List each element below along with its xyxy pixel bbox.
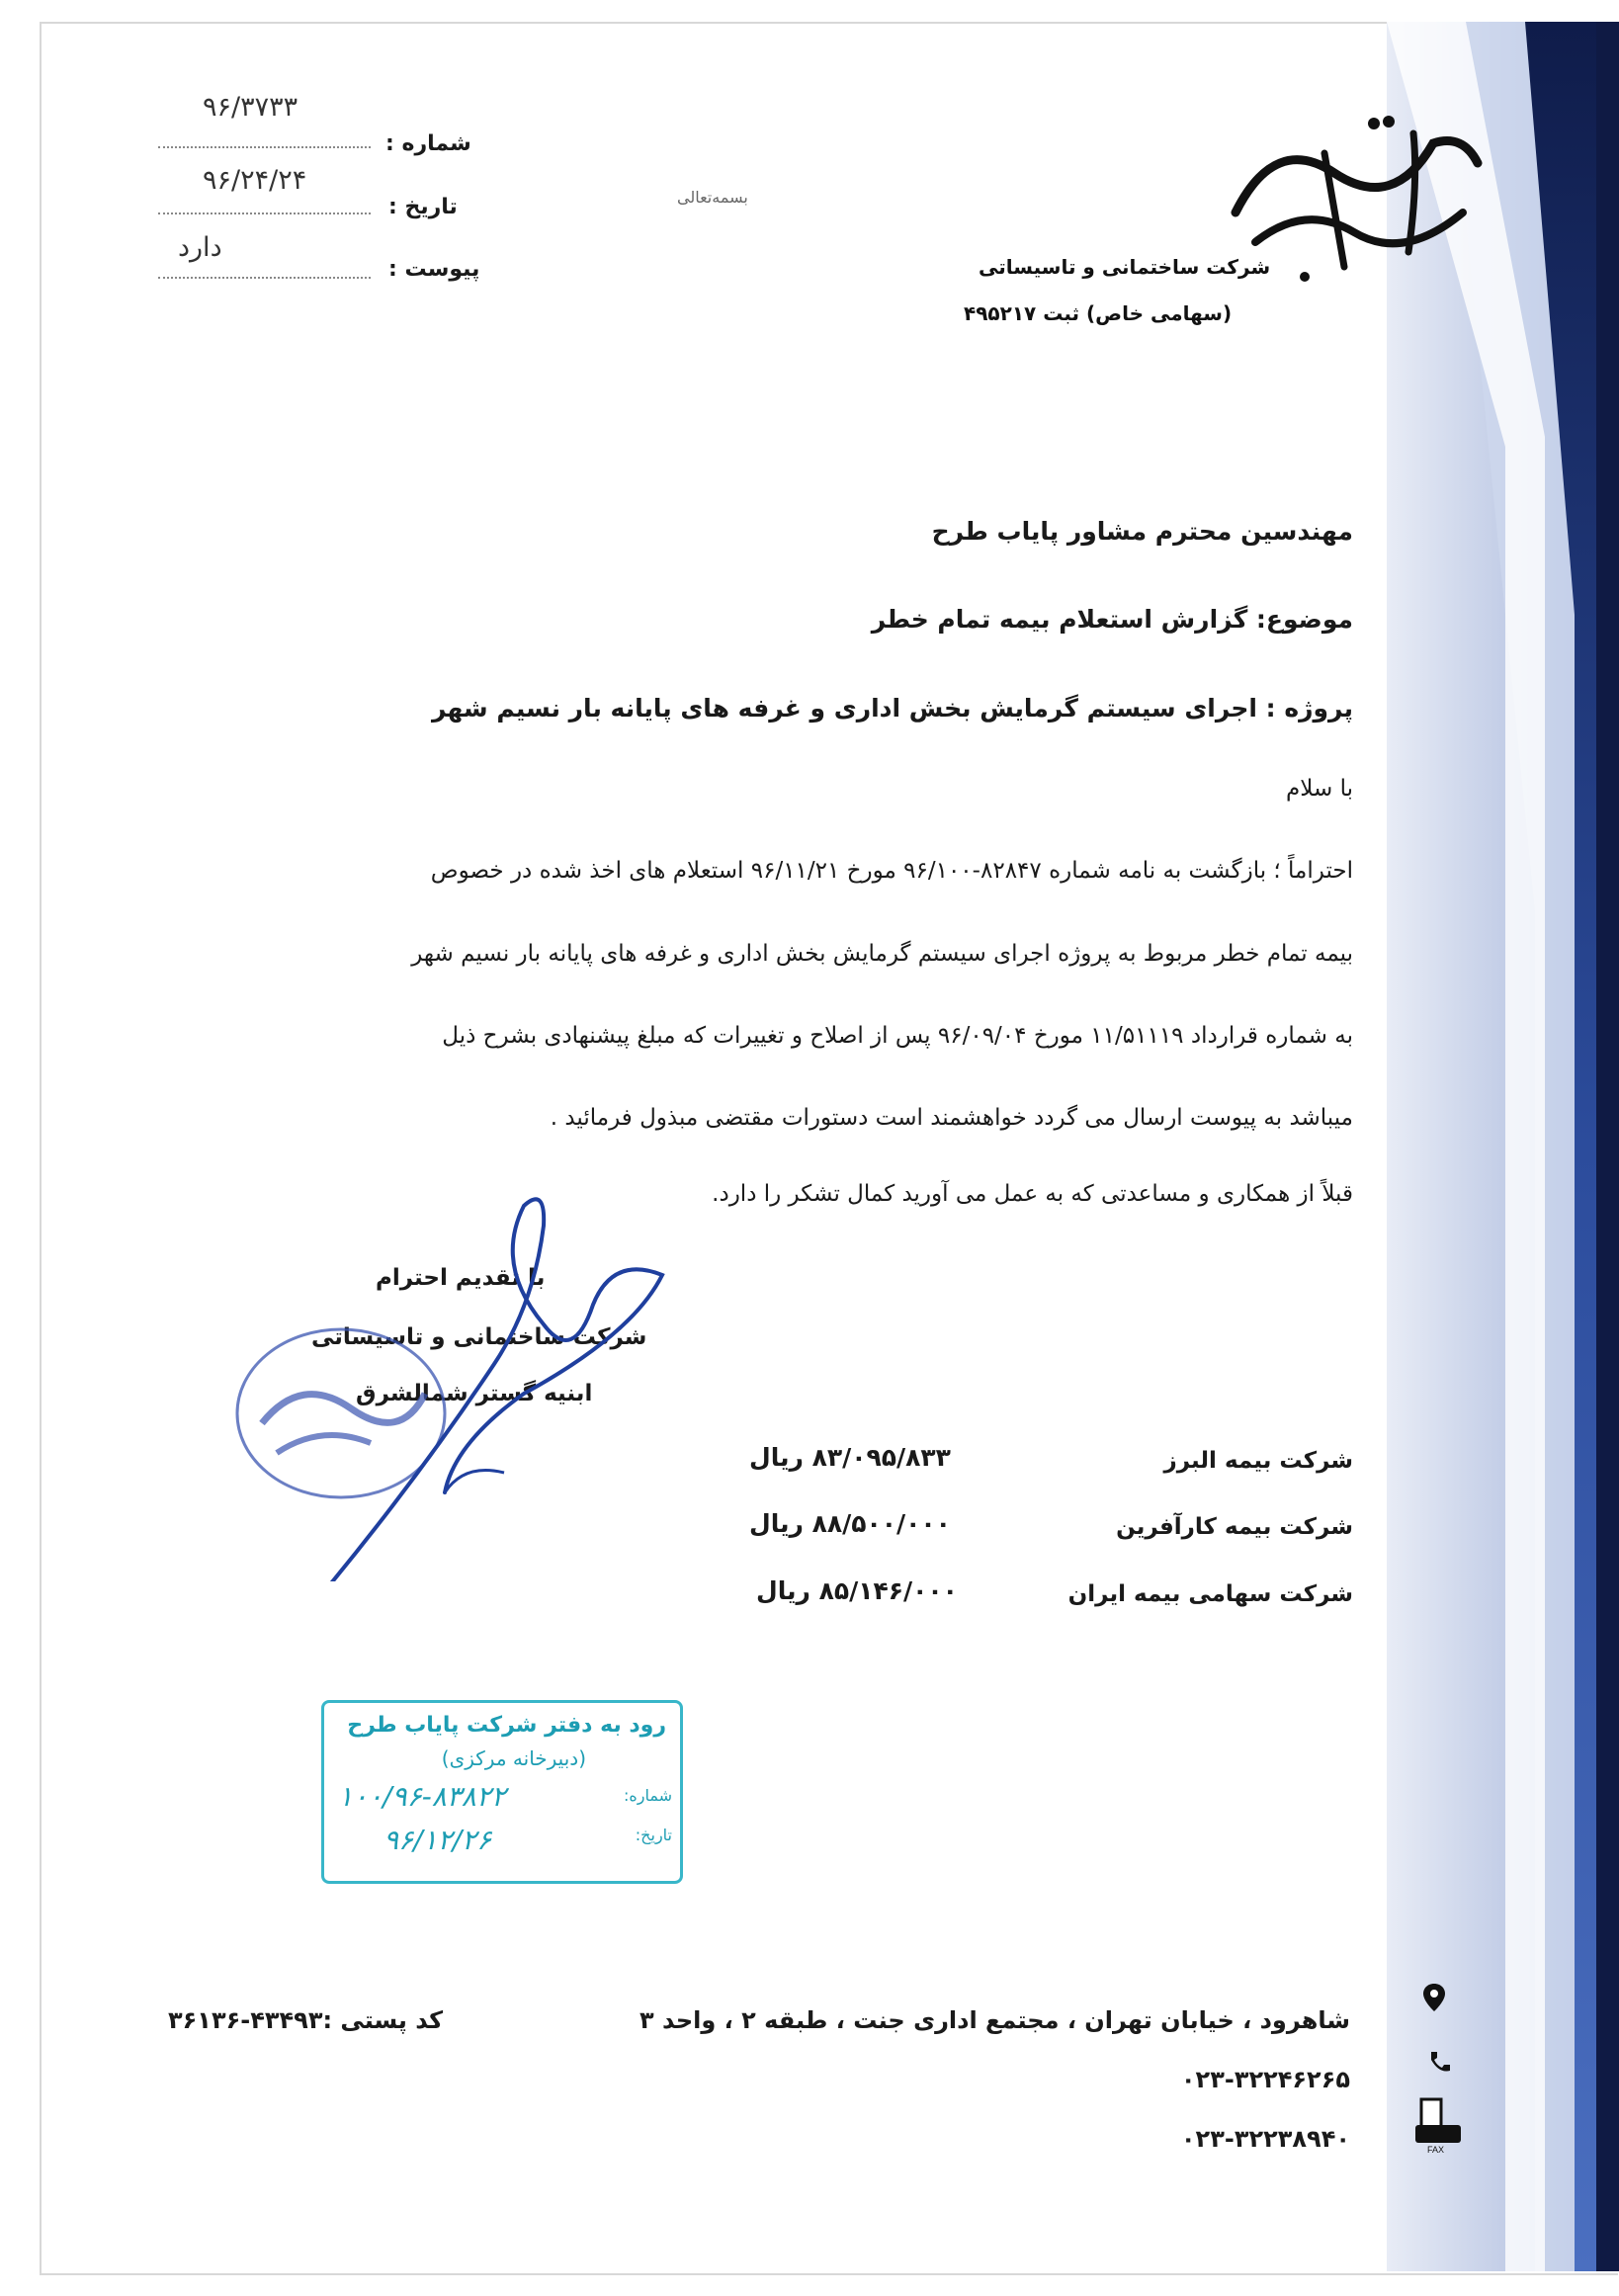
signature-company-type: شرکت ساختمانی و تاسیساتی <box>311 1324 647 1350</box>
attachment-underline <box>158 277 371 279</box>
fax-icon <box>1413 2095 1463 2155</box>
bismillah: بسمه‌تعالی <box>677 188 748 207</box>
company-description: شرکت ساختمانی و تاسیساتی <box>979 255 1271 279</box>
page-frame <box>40 22 1618 2275</box>
signature-greeting: با تقدیم احترام <box>376 1265 546 1291</box>
location-pin-icon <box>1418 1982 1450 2013</box>
company-registration: (سهامی خاص) ثبت ۴۹۵۲۱۷ <box>964 301 1233 325</box>
phone-icon <box>1423 2046 1455 2078</box>
quote-company: شرکت بیمه کارآفرین <box>1116 1514 1353 1540</box>
quote-company: شرکت سهامی بیمه ایران <box>1067 1581 1353 1607</box>
handwritten-signature <box>297 1166 692 1581</box>
letter-body-line: احتراماً ؛ بازگشت به نامه شماره ۸۲۸۴۷-۹۶/۱۰۰ مورخ ۹۶/۱۱/۲۱ استعلام های اخذ شده در خصوص <box>430 858 1353 884</box>
letter-date-value: ۹۶/۲۴/۲۴ <box>203 165 307 196</box>
stamp-date-value: ۹۶/۱۲/۲۶ <box>383 1824 492 1856</box>
footer-phone: ۰۲۳-۳۲۲۴۶۲۶۵ <box>1180 2066 1350 2093</box>
letter-subject: موضوع: گزارش استعلام بیمه تمام خطر <box>871 605 1353 634</box>
letter-project: پروژه : اجرای سیستم گرمایش بخش اداری و غرفه های پایانه بار نسیم شهر <box>431 694 1353 723</box>
letter-body-line: میباشد به پیوست ارسال می گردد خواهشمند است دستورات مقتضی مبذول فرمائید . <box>550 1105 1353 1131</box>
decorative-side-band <box>1387 22 1619 2271</box>
letter-closing: قبلاً از همکاری و مساعدتی که به عمل می آورید کمال تشکر را دارد. <box>712 1181 1353 1207</box>
letter-number-value: ۹۶/۳۷۳۳ <box>203 92 298 123</box>
date-underline <box>158 213 371 214</box>
quote-amount: ۸۵/۱۴۶/۰۰۰ ریال <box>756 1576 958 1605</box>
letter-recipient: مهندسین محترم مشاور پایاب طرح <box>931 517 1353 546</box>
letter-number-label: شماره : <box>385 131 471 156</box>
footer-fax: ۰۲۳-۳۲۲۳۸۹۴۰ <box>1180 2125 1350 2153</box>
stamp-number-label: شماره: <box>623 1786 672 1805</box>
received-stamp <box>321 1700 683 1884</box>
stamp-title: رود به دفتر شرکت پایاب طرح <box>347 1713 666 1738</box>
footer-postal-code: کد پستی :۴۳۴۹۳-۳۶۱۳۶ <box>168 2006 444 2034</box>
stamp-subtitle: (دبیرخانه مرکزی) <box>441 1746 586 1770</box>
attachment-value: دارد <box>178 232 222 263</box>
stamp-number-value: ۱۰۰/۹۶-۸۳۸۲۲ <box>338 1780 506 1813</box>
svg-text:FAX: FAX <box>1427 2145 1445 2155</box>
quote-amount: ۸۸/۵۰۰/۰۰۰ ریال <box>749 1509 951 1538</box>
letter-date-label: تاریخ : <box>388 195 458 219</box>
quote-amount: ۸۳/۰۹۵/۸۳۳ ریال <box>749 1443 951 1472</box>
quote-company: شرکت بیمه البرز <box>1163 1448 1353 1474</box>
footer-address: شاهرود ، خیابان تهران ، مجتمع اداری جنت ، طبقه ۲ ، واحد ۳ <box>639 2006 1350 2034</box>
letter-body-line: بیمه تمام خطر مربوط به پروژه اجرای سیستم گرمایش بخش اداری و غرفه های پایانه بار نسیم شهر <box>411 941 1353 967</box>
signature-company-name: ابنیه گستر شمالشرق <box>356 1381 593 1406</box>
stamp-date-label: تاریخ: <box>635 1826 672 1844</box>
number-underline <box>158 146 371 148</box>
letter-greeting: با سلام <box>1286 776 1353 802</box>
letter-body-line: به شماره قرارداد ۱۱/۵۱۱۱۹ مورخ ۹۶/۰۹/۰۴ پس از اصلاح و تغییرات که مبلغ پیشنهادی بشرح ذیل <box>442 1023 1353 1049</box>
attachment-label: پیوست : <box>388 257 480 282</box>
